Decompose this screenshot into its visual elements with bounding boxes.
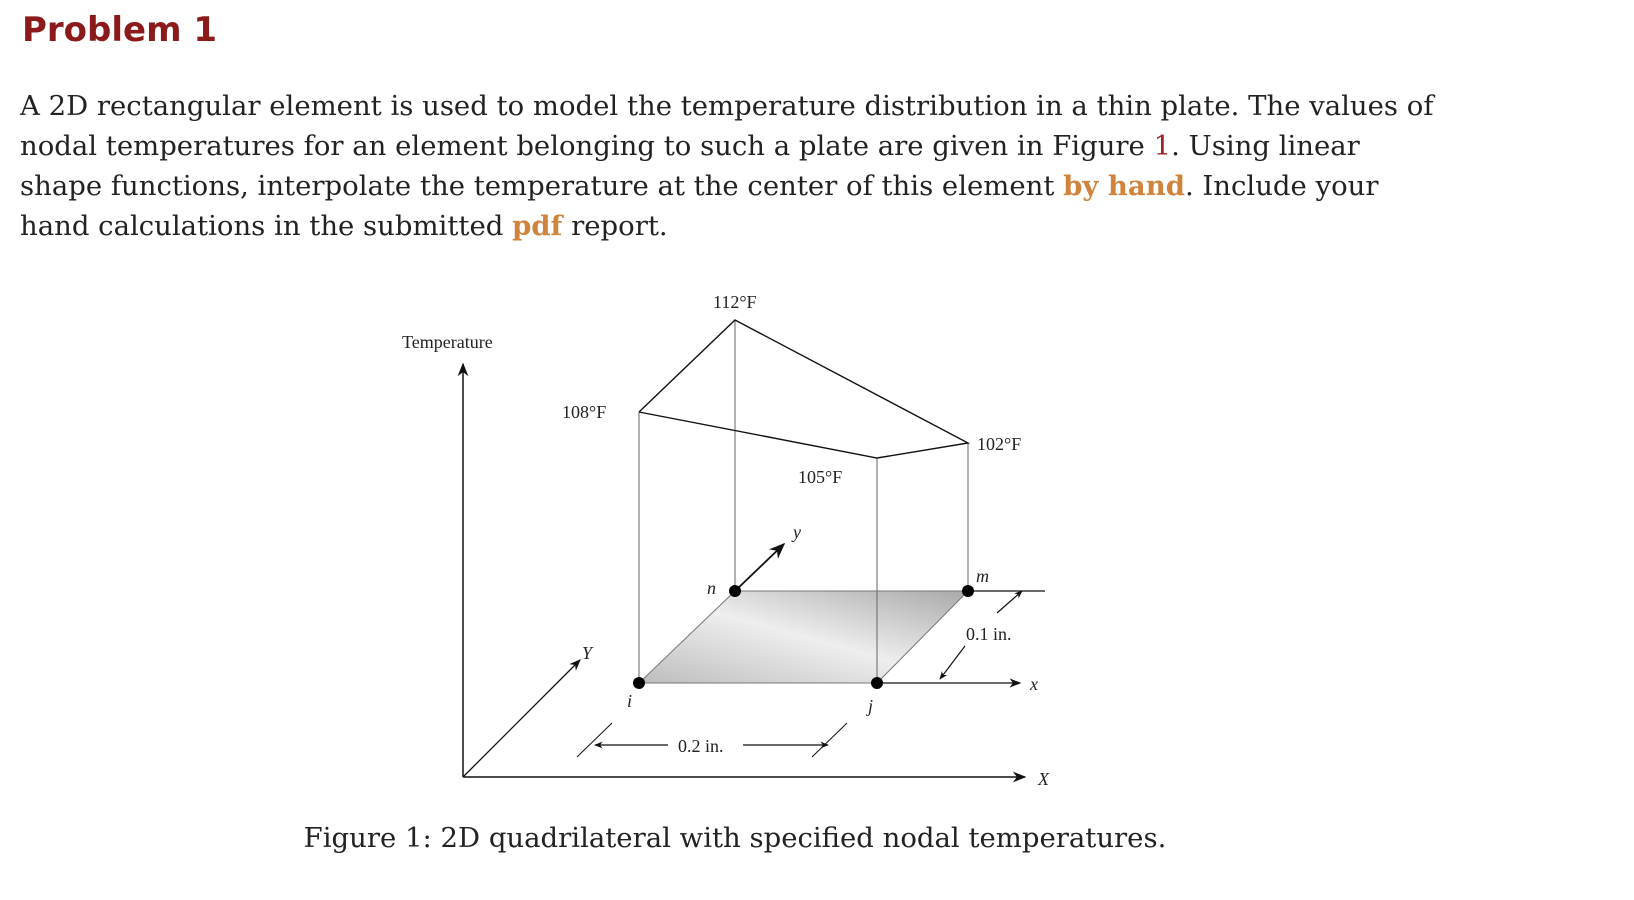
node-i-label: i [627,691,633,711]
problem-title: Problem 1 [22,10,218,50]
width-dimension-label: 0.2 in. [678,736,724,756]
statement-text-3: . Include your hand calculations in the submitted [20,170,1379,242]
temp-i-label: 108°F [562,402,607,422]
local-x-label: x [1030,674,1038,694]
node-m-label: m [976,566,989,586]
figure-caption: Figure 1: 2D quadrilateral with specified nodal temperatures. [303,822,1167,854]
local-y-label: y [793,522,801,542]
global-y-axis [463,660,580,777]
node-j-dot [871,677,883,689]
global-axes [463,364,1025,777]
global-x-label: X [1038,769,1049,789]
temp-j-label: 105°F [798,467,843,487]
figure-reference-link[interactable]: 1 [1153,130,1172,162]
node-n-label: n [707,578,716,598]
statement-text-2: . Using linear shape functions, interpolate the temperature at the center of this element [20,130,1360,202]
node-i-dot [633,677,645,689]
node-j-label: j [868,696,874,716]
temp-n-label: 112°F [713,292,757,312]
statement-text-4: report. [562,210,668,242]
statement-text-1: A 2D rectangular element is used to model the temperature distribution in a thin plate. The values of nodal temperatures for an element belonging to such a plate are given in Figure [20,90,1434,162]
local-y-axis [735,544,784,591]
temp-m-label: 102°F [977,434,1022,454]
height-dimension-label: 0.1 in. [966,624,1012,644]
node-n-dot [729,585,741,597]
node-m-dot [962,585,974,597]
element-plate [639,591,968,683]
highlight-pdf: pdf [512,210,563,242]
global-y-label: Y [582,643,593,663]
temperature-axis-label: Temperature [402,332,493,352]
temperature-surface [639,320,968,458]
highlight-by-hand: by hand [1063,170,1185,202]
